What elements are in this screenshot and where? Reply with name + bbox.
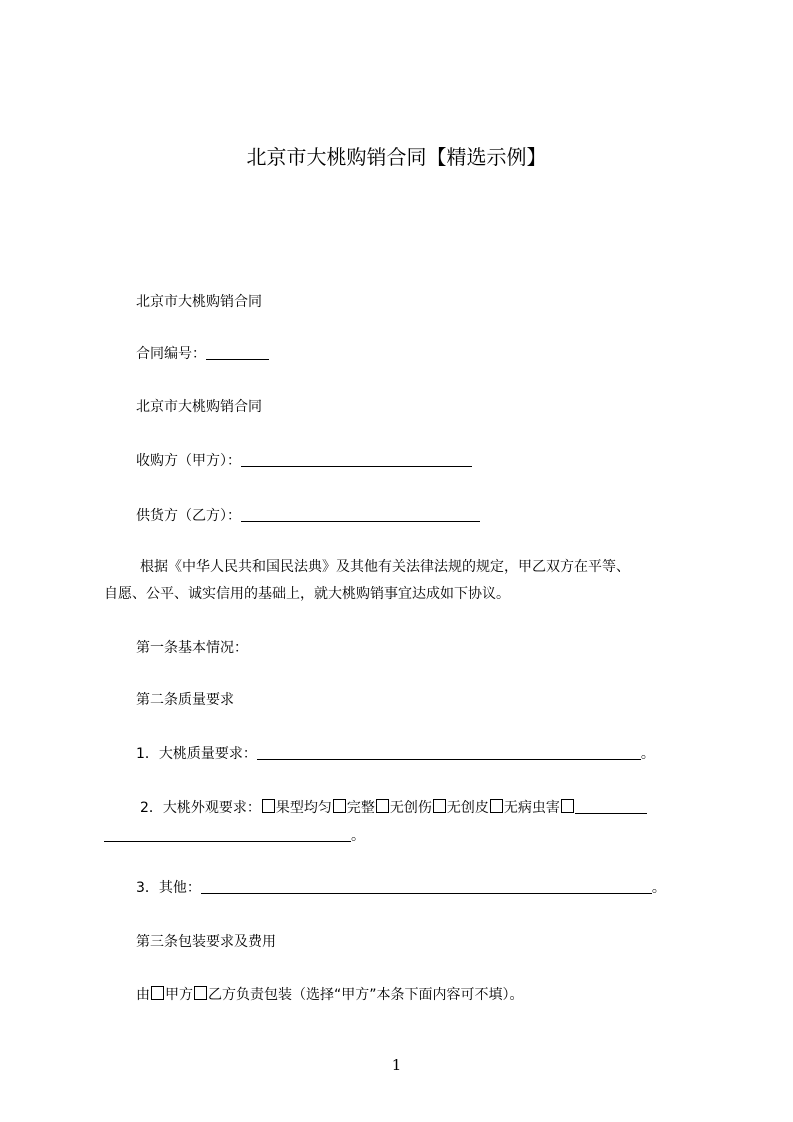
option-no-wound: 无创伤 [389, 800, 432, 816]
document-title: 北京市大桃购销合同【精选示例】 [246, 145, 547, 169]
appearance-other-blank[interactable] [575, 799, 647, 814]
period: 。 [640, 746, 655, 762]
packaging-line [136, 985, 524, 1005]
preamble-line-1: 根据《中华人民共和国民法典》及其他有关法律法规的规定，甲乙双方在平等、 [140, 559, 630, 575]
other-requirement-blank[interactable] [201, 879, 652, 894]
contract-name: 北京市大桃购销合同 [136, 294, 262, 310]
checkbox-other[interactable] [561, 799, 574, 813]
article-3-heading: 第三条包装要求及费用 [136, 934, 276, 950]
article-2-heading: 第二条质量要求 [136, 692, 234, 708]
contract-number-blank[interactable] [206, 345, 269, 360]
contract-number-line [136, 344, 269, 364]
option-no-skin-damage: 无创皮 [446, 800, 489, 816]
supplier-blank[interactable] [241, 507, 480, 522]
page-number: 1 [391, 1056, 402, 1074]
appearance-label: 2．大桃外观要求： [140, 800, 261, 816]
preamble-line-2: 自愿、公平、诚实信用的基础上，就大桃购销事宜达成如下协议。 [104, 586, 510, 602]
buyer-label: 收购方（甲方）： [136, 453, 241, 469]
other-label: 3．其他： [136, 880, 201, 896]
checkbox-no-wound[interactable] [376, 799, 389, 813]
checkbox-intact[interactable] [333, 799, 346, 813]
appearance-continuation-line [104, 826, 365, 846]
option-uniform-shape: 果型均匀 [275, 800, 332, 816]
checkbox-uniform-shape[interactable] [262, 799, 275, 813]
supplier-line [136, 506, 480, 526]
appearance-continuation-blank[interactable] [104, 827, 351, 842]
contract-name-repeat: 北京市大桃购销合同 [136, 399, 262, 415]
option-no-pests: 无病虫害 [503, 800, 560, 816]
other-requirement-line [136, 878, 666, 898]
checkbox-party-a[interactable] [151, 986, 164, 1000]
checkbox-no-skin-damage[interactable] [433, 799, 446, 813]
contract-number-label: 合同编号： [136, 346, 206, 362]
article-1-heading: 第一条基本情况： [136, 640, 248, 656]
packaging-prefix: 由 [136, 987, 150, 1003]
checkbox-party-b[interactable] [194, 986, 207, 1000]
appearance-requirement-line [140, 798, 647, 818]
buyer-blank[interactable] [241, 452, 472, 467]
quality-requirement-line [136, 744, 655, 764]
quality-requirement-blank[interactable] [257, 745, 641, 760]
checkbox-no-pests[interactable] [490, 799, 503, 813]
option-intact: 完整 [346, 800, 375, 816]
buyer-line [136, 451, 472, 471]
quality-requirement-label: 1．大桃质量要求： [136, 746, 257, 762]
period: 。 [651, 880, 666, 896]
period: 。 [351, 828, 365, 844]
supplier-label: 供货方（乙方）： [136, 508, 241, 524]
packaging-text: 乙方负责包装（选择“甲方”本条下面内容可不填）。 [208, 987, 524, 1003]
option-party-a: 甲方 [165, 987, 193, 1003]
